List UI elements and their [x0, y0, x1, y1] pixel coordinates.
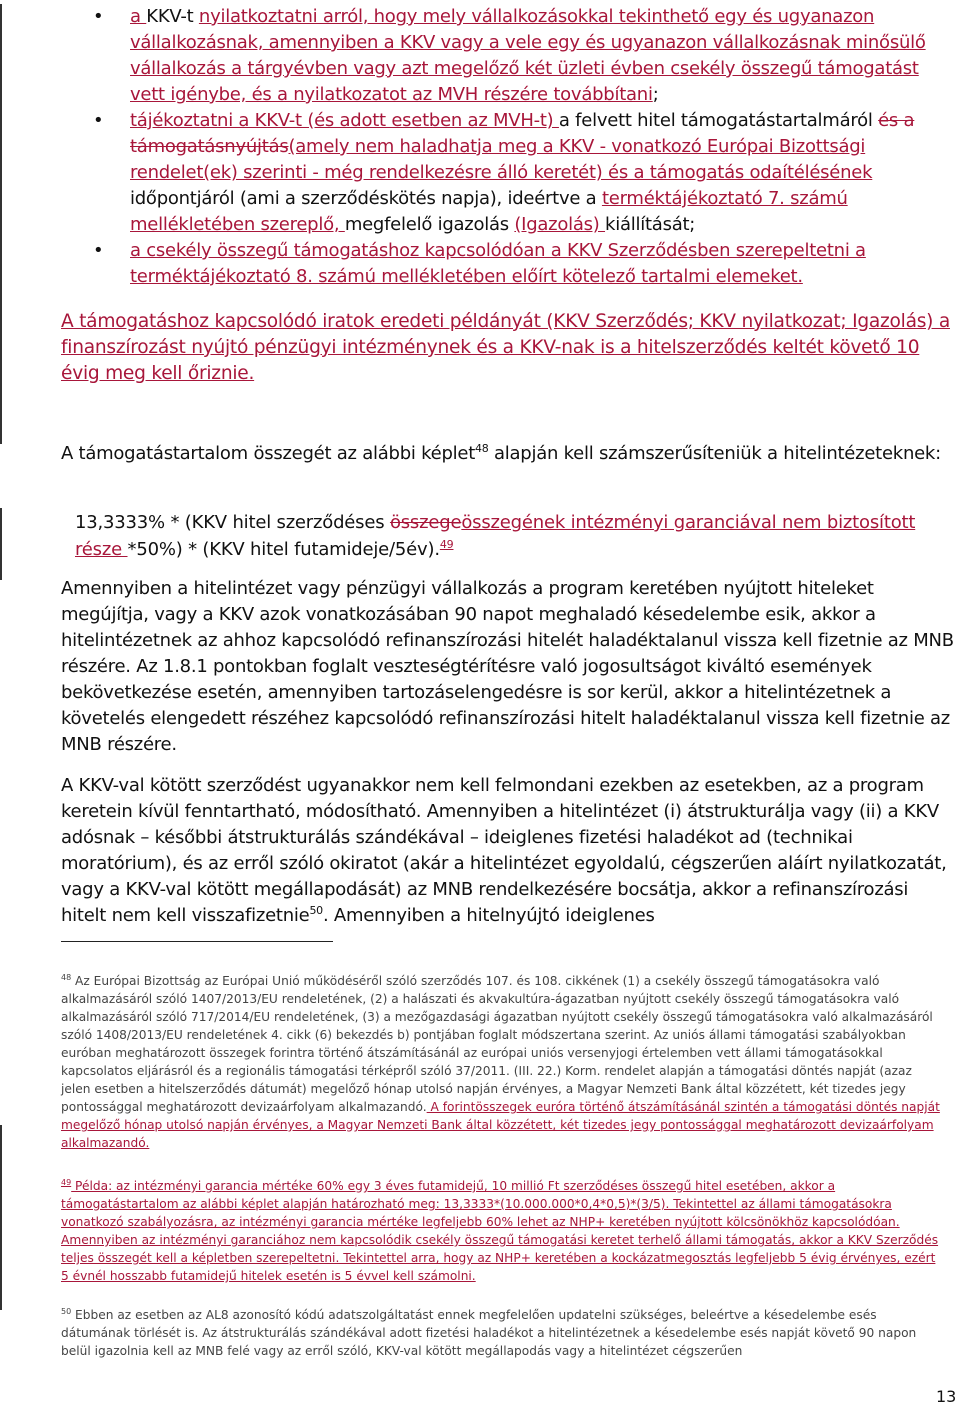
footnote-ref: 48: [475, 442, 489, 455]
footnote-text: Az Európai Bizottság az Európai Unió működéséről szóló szerződés 107. és 108. cikkének (1) a csekély összegű támogatásokra való alkalmazásáról szóló 1407/2013/EU rendeletének, (2) a halászati és akvakultúra-ágazatban nyújtott csekély összegű támogatásokra való alkalmazásáról szóló 717/2014/EU rendeletének, (3) a mezőgazdasági ágazatban nyújtott csekély összegű támogatásokra való alkalmazásáról szóló 1408/2013/EU rendeletének 4. cikk (6) bekezdés b) pontjában foglalt módszertana szerint. Az uniós állami támogatási szabályokban euróban meghatározott összegek forintra történő átszámításánál az európai uniós versenyjogi értelemben vett állami támogatásokkal kapcsolatos eljárásról és a regionális támogatási térképről szóló 37/2011. (III. 22.) Korm. rendelet alapján a támogatási döntés napját (azaz jelen esetben a hitelszerződés dátumát) megelőző hónap utolsó napján érvényes, a Magyar Nemzeti Bank által közzétett, két tizedes jegy pontossággal meghatározott devizaárfolyam alkalmazandó.: [61, 974, 933, 1114]
footnote-separator: [61, 941, 333, 942]
bullet-icon: •: [93, 240, 104, 261]
change-bar: [0, 4, 2, 444]
inserted-text: (Igazolás): [514, 214, 606, 235]
inserted-text: nyilatkoztatni arról, hogy mely vállalkozásokkal tekinthető egy és ugyanazon vállalkozásnak, amennyiben a KKV vagy a vele egy és ugyanazon vállalkozásnak minősülő vállalkozás a tárgyévben vagy azt megelőző két üzleti évben csekély összegű támogatást vett igénybe, és a nyilatkozatot az MVH részére továbbítani: [130, 6, 926, 105]
formula: [61, 509, 945, 563]
deleted-text: összege: [389, 512, 462, 533]
text-run: a felvett hitel támogatástartalmáról: [558, 110, 879, 131]
inserted-text: Példa: az intézményi garancia mértéke 60% egy 3 éves futamidejű, 10 millió Ft szerződéses összegű hitel esetében, akkor a támogatástartalom az alábbi képlet alapján határozható meg: 13,3333*(10.000.000*0,4*0,5)*(3/5). Tekintettel az állami támogatásokra vonatkozó szabályozásra, az intézményi garancia mértéke legfeljebb 60% lehet az NHP+ keretében nyújtott kölcsönökhöz kapcsolódóan. Amennyiben az intézményi garanciához nem kapcsolódik csekély összegű támogatási keretet terhelő állami támogatás, akkor a KKV Szerződés teljes összegét kell a képletben szerepeltetni. Tekintettel arra, hogy az NHP+ keretében a kockázatmegosztás legfeljebb 5 évig érvényes, ezért 5 évnél hosszabb futamidejű hitelek esetén is 5 évvel kell számolni.: [61, 1179, 939, 1283]
text-run: megfelelő igazolás: [344, 214, 515, 235]
text-run: alapján kell számszerűsíteniük a hitelintézeteknek:: [488, 443, 941, 464]
text-run: időpontjáról (ami a szerződéskötés napja), ideértve a: [130, 188, 602, 209]
inserted-text: A forintösszegek euróra történő átszámításánál szintén a támogatási döntés napját megelőző hónap utolsó napján érvényes, a Magyar Nemzeti Bank által közzétett, két tizedes jegy pontossággal meghatározott devizaárfolyam alkalmazandó.: [61, 1100, 940, 1150]
footnote-number: 50: [61, 1306, 72, 1316]
inserted-text: a: [130, 6, 147, 27]
footnote-49: [61, 1177, 941, 1285]
list-item: [93, 4, 955, 108]
text-run: A KKV-val kötött szerződést ugyanakkor nem kell felmondani ezekben az esetekben, az a program keretein kívül fenntartható, módosítható. Amennyiben a hitelintézet (i) átstrukturálja vagy (ii) a KKV adósnak – későbbi átstrukturálás szándékával – ideiglenes fizetési haladékot ad (technikai moratórium), és az erről szóló okiratot (akár a hitelintézet egyoldalú, cégszerűen aláírt nyilatkozatát, vagy a KKV-val kötött megállapodását) az MNB rendelkezésére bocsátja, akkor a refinanszírozási hitelt nem kell visszafizetnie: [61, 775, 947, 926]
text-run: . Amennyiben a hitelnyújtó ideiglenes: [322, 905, 655, 926]
list-item: [93, 238, 955, 290]
text-run: A támogatástartalom összegét az alábbi képlet: [61, 443, 476, 464]
footnote-number: 49: [61, 1177, 72, 1187]
text-run: 13,3333% * (KKV hitel szerződéses: [75, 512, 390, 533]
formula-intro: [61, 441, 956, 467]
text-run: kiállítását;: [605, 214, 696, 235]
contract-paragraph: [61, 773, 956, 929]
footnote-number: 48: [61, 972, 72, 982]
inserted-text: a csekély összegű támogatáshoz kapcsolódóan a KKV Szerződésben szerepeltetni a terméktájékoztató 8. számú mellékletében előírt kötelező tartalmi elemeket.: [130, 240, 866, 287]
footnote-ref: 49: [439, 538, 454, 551]
text-run: *50%) * (KKV hitel futamideje/5év).: [127, 539, 440, 560]
inserted-text: tájékoztatni a KKV-t (és adott esetben az MVH-t): [130, 110, 559, 131]
bullet-list: [93, 4, 955, 290]
retention-paragraph: A támogatáshoz kapcsolódó iratok eredeti példányát (KKV Szerződés; KKV nyilatkozat; Igazolás) a finanszírozást nyújtó pénzügyi intézménynek és a KKV-nak is a hitelszerződés keltét követő 10 évig meg kell őriznie.: [61, 311, 950, 384]
change-bar: [0, 508, 2, 580]
page-number: 13: [936, 1387, 957, 1406]
change-bar: [0, 1125, 2, 1310]
footnote-ref: 50: [309, 904, 323, 917]
footnote-text: Ebben az esetben az AL8 azonosító kódú adatszolgáltatást ennek megfelelően updatelni szükséges, beleértve a késedelembe esés dátumának törlését is. Az átstrukturálás szándékával adott fizetési haladékot a hitelintézetnek a késedelembe esés napját követő 90 napon belül igazolnia kell az MNB felé vagy az erről szóló, KKV-val kötött megállapodás vagy a hitelintézet cégszerűen: [61, 1308, 917, 1358]
inserted-text: terméktájékoztató 7. számú mellékletében szereplő,: [130, 188, 848, 235]
list-item: [93, 108, 955, 238]
refinance-paragraph: Amennyiben a hitelintézet vagy pénzügyi vállalkozás a program keretében nyújtott hiteleket megújítja, vagy a KKV azok vonatkozásában 90 napot meghaladó késedelembe esik, akkor a hitelintézetnek az ahhoz kapcsolódó refinanszírozási hitelét haladéktalanul vissza kell fizetnie az MNB részére. Az 1.8.1 pontokban foglalt veszteségtérítésre való jogosultságot kiváltó események bekövetkezése esetén, amennyiben tartozáselengedésre is sor kerül, akkor a hitelintézetnek a követelés elengedett részéhez kapcsolódó refinanszírozási hitelt haladéktalanul vissza kell fizetnie az MNB részére.: [61, 578, 954, 755]
inserted-text: (amely nem haladhatja meg a KKV - vonatkozó Európai Bizottsági rendelet(ek) szerinti - még rendelkezésre álló keretét) és a támogatás odaítélésének: [130, 136, 873, 183]
footnote-48: [61, 972, 941, 1152]
text-run: KKV-t: [146, 6, 199, 27]
deleted-text: és a támogatásnyújtás: [130, 110, 915, 157]
bullet-icon: •: [93, 110, 104, 131]
inserted-text: összegének intézményi garanciával nem biztosított része: [75, 512, 916, 560]
text-run: ;: [652, 84, 659, 105]
bullet-icon: •: [93, 6, 104, 27]
footnote-50: [61, 1306, 941, 1360]
